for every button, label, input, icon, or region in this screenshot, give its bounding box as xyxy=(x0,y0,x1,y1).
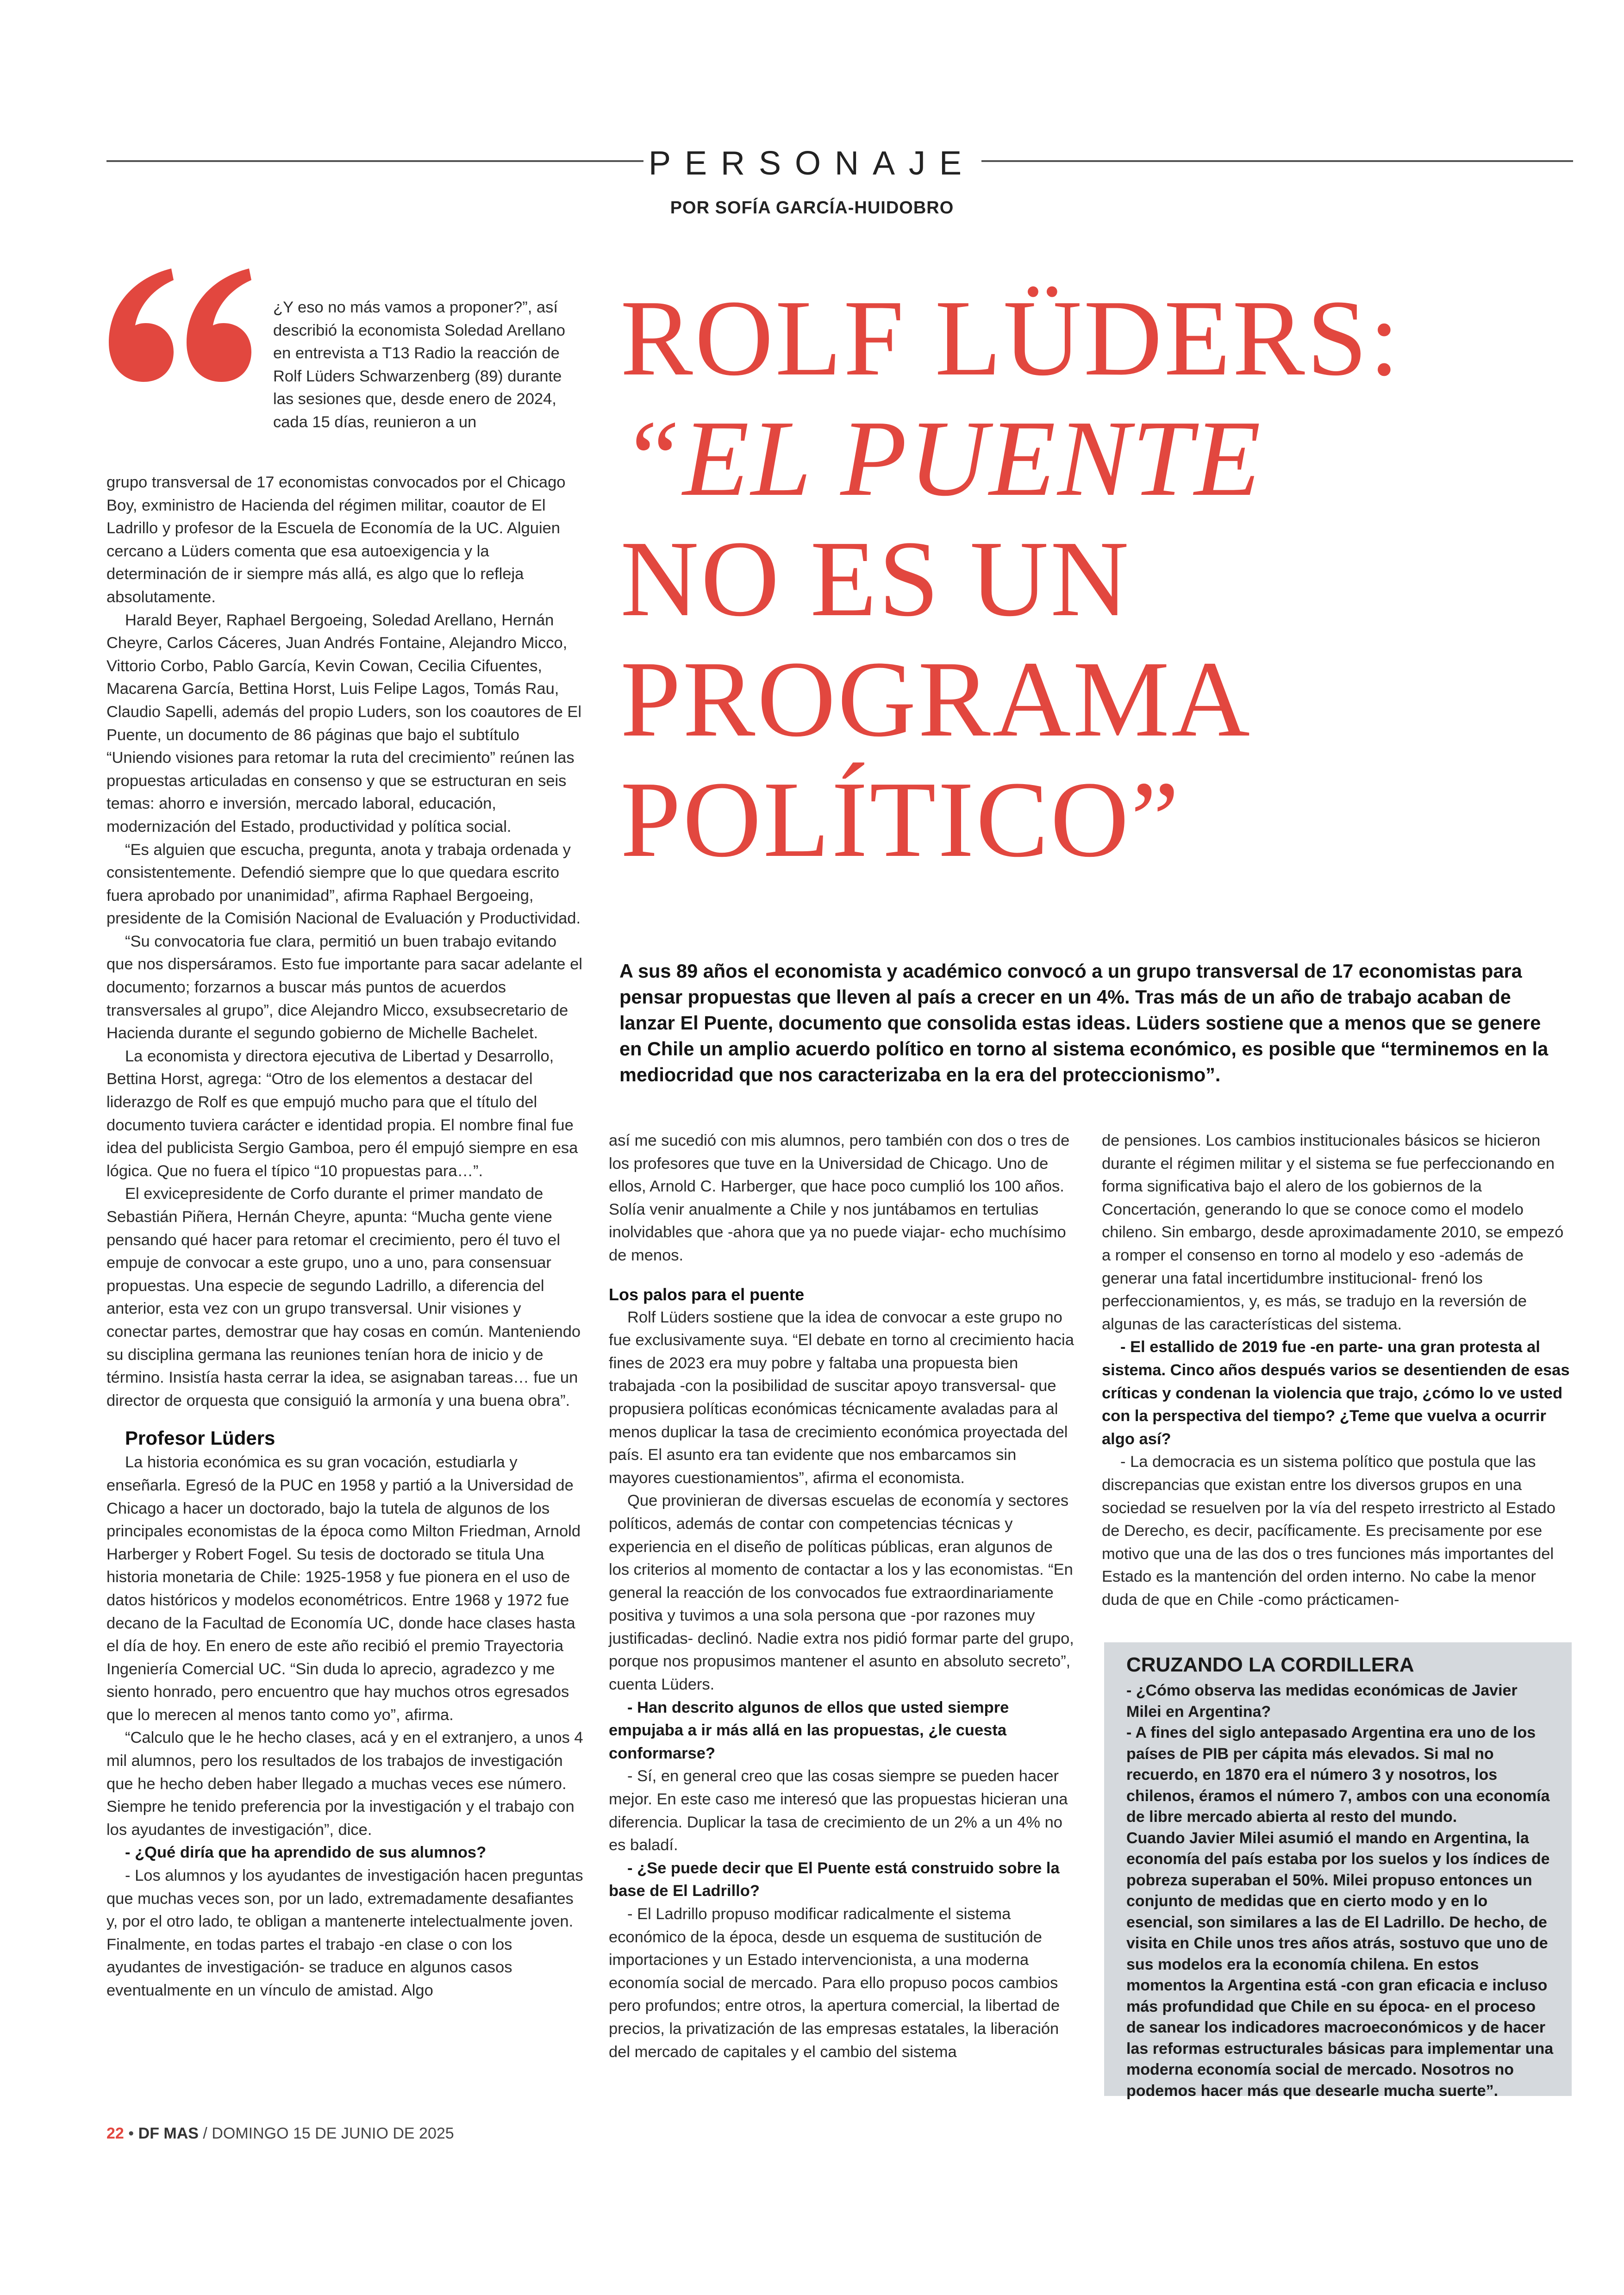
article-column-2 xyxy=(609,1129,1076,2064)
byline: POR SOFÍA GARCÍA-HUIDOBRO xyxy=(670,198,954,218)
issue-date: DOMINGO 15 DE JUNIO DE 2025 xyxy=(212,2125,454,2142)
paragraph: Harald Beyer, Raphael Bergoeing, Soledad Arellano, Hernán Cheyre, Carlos Cáceres, Juan Andrés Fontaine, Alejandro Micco, Vittorio Corbo, Pablo García, Kevin Cowan, Cecilia Cifuentes, Macarena García, Bettina Horst, Luis Felipe Lagos, Tomás Rau, Claudio Sapelli, además del propio Luders, son los coautores de El Puente, un documento de 86 páginas que bajo el subtítulo “Uniendo visiones para retomar la ruta del crecimiento” reúnen las propuestas articuladas en consenso y que se estructuran en seis temas: ahorro e inversión, mercado laboral, educación, modernización del Estado, productividad y política social. xyxy=(106,611,582,836)
headline-line-5: POLÍTICO” xyxy=(620,759,1181,879)
paragraph: - Los alumnos y los ayudantes de investigación hacen preguntas que muchas veces son, por un lado, extremadamente desafiantes y, por el otro lado, te obligan a mantenerte intelectualmente joven. Finalmente, en todas partes el trabajo -en clase o con los ayudantes de investigación- se traduce en algunos casos eventualmente en un vínculo de amistad. Algo xyxy=(106,1867,583,1999)
paragraph: Rolf Lüders sostiene que la idea de convocar a este grupo no fue exclusivamente suya. “El debate en torno al crecimiento hacia fines de 2023 era muy pobre y faltaba una propuesta bien trabajada -con la posibilidad de suscitar apoyo transversal- que propusiera políticas económicas técnicamente avaladas para al menos duplicar la tasa de crecimiento económica proyectada del país. El asunto era tan evidente que nos embarcamos sin mayores cuestionamientos”, afirma el economista. xyxy=(609,1308,1074,1487)
sidebar-answer-1: - A fines del siglo antepasado Argentina era uno de los países de PIB per cápita más elevados. Si mal no recuerdo, en 1870 era el número 3 y nosotros, los chilenos, éramos el número 7, ambos con una economía de libre mercado abierta al resto del mundo. xyxy=(1126,1724,1550,1826)
headline-line-4: PROGRAMA xyxy=(620,639,1252,759)
footer-separator: • xyxy=(128,2125,138,2142)
paragraph: La economista y directora ejecutiva de Libertad y Desarrollo, Bettina Horst, agrega: “Otro de los elementos a destacar del liderazgo de Rolf es que empujó mucho para que el título del documento tuviera carácter e identidad propia. El nombre final fue idea del publicista Sergio Gamboa, pero él empujó siempre en esa lógica. Que no fuera el típico “10 propuestas para…”. xyxy=(106,1047,578,1180)
headline-line-1: ROLF LÜDERS: xyxy=(620,278,1401,398)
footer-slash: / xyxy=(203,2125,212,2142)
headline-line-3: NO ES UN xyxy=(620,518,1131,639)
article-column-1 xyxy=(106,471,583,2002)
paragraph: así me sucedió con mis alumnos, pero también con dos o tres de los profesores que tuve en la Universidad de Chicago. Uno de ellos, Arnold C. Harberger, que hace poco cumplió los 100 años. Solía venir anualmente a Chile y nos juntábamos en tertulias inolvidables que -ahora que ya no puede viajar- echo muchísimo de menos. xyxy=(609,1132,1070,1264)
paragraph: “Es alguien que escucha, pregunta, anota y trabaja ordenada y consistentemente. Defendió siempre que lo que quedara escrito fuera aprobado por unanimidad”, afirma Raphael Bergoeing, presidente de la Comisión Nacional de Evaluación y Productividad. xyxy=(106,841,581,928)
paragraph: - El Ladrillo propuso modificar radicalmente el sistema económico de la época, desde un esquema de sustitución de importaciones y un Estado intervencionista, a una moderna economía social de mercado. Para ello propuso pocos cambios pero profundos; entre otros, la apertura comercial, la libertad de precios, la privatización de las empresas estatales, la liberación del mercado de capitales y el cambio del sistema xyxy=(609,1905,1060,2061)
interview-question: - Han descrito algunos de ellos que usted siempre empujaba a ir más allá en las propuestas, ¿le cuesta conformarse? xyxy=(609,1698,1009,1762)
paragraph: - La democracia es un sistema político que postula que las discrepancias que existan entre los diversos grupos en una sociedad se resuelven por la vía del respeto irrestricto al Estado de Derecho, es decir, pacíficamente. Es precisamente por ese motivo que una de las dos o tres funciones más importantes del Estado es la mantención del orden interno. No cabe la menor duda de que en Chile -como prácticamen- xyxy=(1102,1453,1555,1609)
intro-text-a: ¿Y eso no más vamos a proponer?”, así describió la economista Soledad Arellano en entrevista a T13 Radio la reacción de Rolf Lüders Schwarzenberg (89) durante las sesiones que, desde enero de 2024, cada 15 días, reunieron a un xyxy=(273,299,565,431)
interview-question: - ¿Se puede decir que El Puente está construido sobre la base de El Ladrillo? xyxy=(609,1859,1060,1900)
magazine-name: DF MAS xyxy=(138,2125,199,2142)
subheading-profesor: Profesor Lüders xyxy=(125,1427,275,1449)
intro-text-b: grupo transversal de 17 economistas convocados por el Chicago Boy, exministro de Hacienda del régimen militar, coautor de El Ladrillo y profesor de la Escuela de Economía de la UC. Alguien cercano a Lüders comenta que esa autoexigencia y la determinación de ir siempre más allá, es algo que lo refleja absolutamente. xyxy=(106,474,566,606)
section-rule-right xyxy=(981,160,1573,162)
page-number: 22 xyxy=(106,2125,124,2142)
page-footer xyxy=(106,2125,454,2143)
paragraph: - Sí, en general creo que las cosas siempre se pueden hacer mejor. En este caso me interesó que las propuestas hicieran una diferencia. Duplicar la tasa de crecimiento de un 2% a un 4% no es baladí. xyxy=(609,1767,1068,1854)
interview-question: - El estallido de 2019 fue -en parte- una gran protesta al sistema. Cinco años después varios se desentienden de esas críticas y condenan la violencia que trajo, ¿cómo lo ve usted con la perspectiva del tiempo? ¿Teme que vuelva a ocurrir algo así? xyxy=(1102,1338,1570,1448)
paragraph: de pensiones. Los cambios institucionales básicos se hicieron durante el régimen militar y el sistema se fue perfeccionando en forma significativa bajo el alero de los gobiernos de la Concertación, generando lo que se conoce como el modelo chileno. Sin embargo, desde aproximadamente 2010, se empezó a romper el consenso en torno al modelo y eso -además de generar una fatal incertidumbre institucional- frenó los perfeccionamientos, y, es más, se tradujo en la reversión de algunas de las características del sistema. xyxy=(1102,1132,1564,1333)
paragraph: La historia económica es su gran vocación, estudiarla y enseñarla. Egresó de la PUC en 1958 y partió a la Universidad de Chicago a hacer un doctorado, bajo la tutela de algunos de los principales economistas de la época como Milton Friedman, Arnold Harberger y Robert Fogel. Su tesis de doctorado se titula Una historia monetaria de Chile: 1925-1958 y fue pionera en el uso de datos históricos y modelos econométricos. Entre 1968 y 1972 fue decano de la Facultad de Economía UC, donde hace clases hasta el día de hoy. En enero de este año recibió el premio Trayectoria Ingeniería Comercial UC. “Sin duda lo aprecio, agradezco y me siento honrado, pero encuentro que hay muchos otros egresados que lo merecen al menos tanto como yo”, afirma. xyxy=(106,1453,581,1724)
paragraph: Que provinieran de diversas escuelas de economía y sectores políticos, además de contar con competencias técnicas y experiencia en el diseño de políticas públicas, eran algunos de los criterios al momento de contactar a los y las economistas. “En general la reacción de los convocados fue extraordinariamente positiva y tuvimos a una sola persona que -por razones muy justificadas- declinó. Nadie extra nos pidió formar parte del grupo, porque nos propusimos mantener el asunto en absoluto secreto”, cuenta Lüders. xyxy=(609,1492,1074,1694)
paragraph: “Su convocatoria fue clara, permitió un buen trabajo evitando que nos dispersáramos. Esto fue importante para sacar adelante el documento; forzarnos a buscar más puntos de acuerdos transversales al grupo”, dice Alejandro Micco, exsubsecretario de Hacienda durante el segundo gobierno de Michelle Bachelet. xyxy=(106,932,582,1042)
sidebar-title: CRUZANDO LA CORDILLERA xyxy=(1126,1653,1414,1676)
section-title: PERSONAJE xyxy=(648,145,976,182)
interview-question: - ¿Qué diría que ha aprendido de sus alumnos? xyxy=(125,1844,487,1862)
headline-line-2: “EL PUENTE xyxy=(620,398,1263,518)
quote-mark-icon xyxy=(102,259,255,389)
subheading-palos: Los palos para el puente xyxy=(609,1285,805,1304)
paragraph: El exvicepresidente de Corfo durante el primer mandato de Sebastián Piñera, Hernán Cheyre, apunta: “Mucha gente viene pensando qué hacer para retomar el crecimiento, pero él tuvo el empuje de convocar a este grupo, uno a uno, para consensuar propuestas. Una especie de segundo Ladrillo, a diferencia del anterior, esta vez con un grupo transversal. Unir visiones y conectar partes, demostrar que hay cosas en común. Manteniendo su disciplina germana las reuniones tenían hora de inicio y de término. Insistía hasta cerrar la idea, se asignaban tareas… fue un director de orquesta que consiguió la armonía y una buena obra”. xyxy=(106,1185,581,1409)
article-column-3 xyxy=(1102,1129,1572,1611)
headline xyxy=(620,278,1574,879)
sidebar-question: - ¿Cómo observa las medidas económicas de Javier Milei en Argentina? xyxy=(1126,1682,1518,1721)
sidebar-answer-2: Cuando Javier Milei asumió el mando en Argentina, la economía del país estaba por los suelos y los índices de pobreza superaban el 50%. Milei propuso entonces un conjunto de medidas que en cierto modo y en lo esencial, son similares a las de El Ladrillo. De hecho, de visita en Chile unos tres años atrás, sostuvo que uno de sus modelos era la economía chilena. En estos momentos la Argentina está -con gran eficacia e incluso más profundidad que Chile en su época- en el proceso de sanear los indicadores macroeconómicos y de hacer las reformas estructurales básicas para implementar una moderna economía social de mercado. Nosotros no podemos hacer más que desearle mucha suerte”. xyxy=(1126,1829,1554,2100)
paragraph: “Calculo que le he hecho clases, acá y en el extranjero, a unos 4 mil alumnos, pero los resultados de los trabajos de investigación que he hecho deben haber llegado a muchas veces ese número. Siempre he tenido preferencia por la investigación y el trabajo con los ayudantes de investigación”, dice. xyxy=(106,1729,583,1839)
article-deck: A sus 89 años el economista y académico convocó a un grupo transversal de 17 economistas para pensar propuestas que lleven al país a crecer en un 4%. Tras más de un año de trabajo acaban de lanzar El Puente, documento que consolida estas ideas. Lüders sostiene que a menos que se genere en Chile un amplio acuerdo político en torno al sistema económico, es posible que “terminemos en la mediocridad que nos caracterizaba en la era del proteccionismo”. xyxy=(619,960,1549,1085)
sidebar-box xyxy=(1104,1642,1572,2100)
intro-paragraph-top xyxy=(273,296,579,434)
